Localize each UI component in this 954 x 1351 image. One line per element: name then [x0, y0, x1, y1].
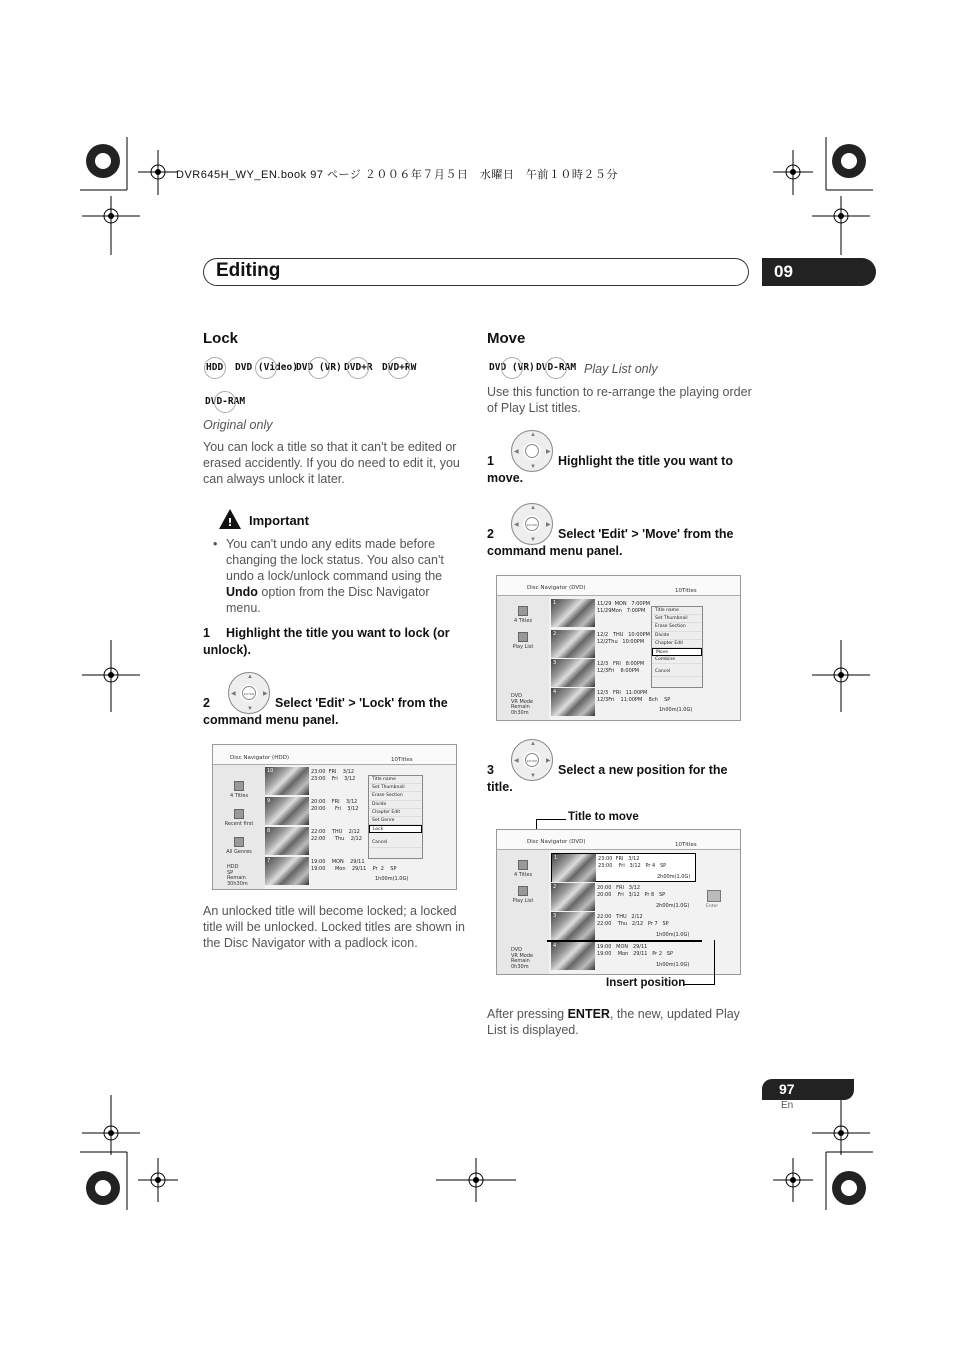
- command-menu: [368, 775, 423, 859]
- screen-count: 10Titles: [391, 757, 413, 763]
- genres-icon: [234, 837, 244, 847]
- titles-item[interactable]: 4 Titles: [213, 781, 265, 799]
- title-thumbnail: [552, 854, 596, 882]
- tag-dvd-ram: DVD-RAM: [205, 396, 245, 407]
- page-language: En: [781, 1100, 794, 1111]
- warning-icon: [218, 508, 242, 535]
- move-menu-screen: [496, 575, 741, 721]
- enter-label: Enter: [706, 904, 719, 909]
- command-menu: [651, 606, 703, 688]
- menu-item[interactable]: Erase Section: [652, 623, 702, 631]
- menu-item[interactable]: Combine: [652, 656, 702, 664]
- move-note: Play List only: [584, 362, 658, 376]
- screen-title: Disc Navigator (DVD): [527, 585, 586, 591]
- playlist-icon: [518, 886, 528, 896]
- title-thumbnail: [551, 688, 595, 716]
- lock-step1-number: 1: [203, 626, 210, 640]
- move-step1-number: 1: [487, 454, 494, 468]
- chapter-bar: [203, 258, 749, 286]
- titles-icon: [234, 781, 244, 791]
- tag-dvd-vr: DVD (VR): [296, 362, 342, 373]
- menu-item-cancel[interactable]: Cancel: [369, 839, 422, 847]
- title-thumbnail: [551, 599, 595, 627]
- title-thumbnail: [265, 827, 309, 855]
- title-row[interactable]: 10 23:00 FRI 3/12 23:00 Fri 3/12: [265, 767, 415, 796]
- page-number-tab: [762, 1079, 854, 1100]
- callout-insert-position: Insert position: [606, 977, 686, 989]
- chapter-number: 09: [762, 258, 876, 286]
- title-row[interactable]: 2 20:00 FRI 3/12 20:00 Fri 3/12 Pr 8 SP 2h00m(1.0G): [553, 884, 690, 909]
- enter-icon: [707, 890, 721, 902]
- chapter-title: Editing: [216, 260, 281, 281]
- lock-note: Original only: [203, 418, 273, 432]
- title-thumbnail: [551, 912, 595, 940]
- title-thumbnail: [551, 659, 595, 687]
- screen-topbar: [497, 830, 740, 850]
- title-row[interactable]: 4 19:00 MON 29/11 19:00 Mon 29/11 Pr 2 SP 1h00m(1.0G): [553, 943, 690, 968]
- callout-line: [536, 819, 566, 820]
- lock-intro: You can lock a title so that it can't be edited or erased accidently. If you do need to edit it, you can always unlock it later.: [203, 440, 460, 486]
- title-row[interactable]: 2 12/2 THU 10:00PM 12/2Thu 10:00PM: [551, 630, 701, 659]
- title-row[interactable]: 3 12/3 FRI 8:00PM 12/3Fri 8:00PM: [551, 659, 701, 688]
- lock-heading: Lock: [203, 330, 239, 347]
- title-thumbnail: [265, 857, 309, 885]
- tag-dvd-vr: DVD (VR): [489, 362, 535, 373]
- move-position-screen: [496, 829, 741, 975]
- move-intro: Use this function to re-arrange the playing order of Play List titles.: [487, 385, 752, 415]
- tag-dvd-plus-rw: DVD+RW: [382, 362, 416, 373]
- move-step2-number: 2: [487, 527, 494, 541]
- lock-step2-number: 2: [203, 696, 210, 710]
- title-thumbnail: [265, 797, 309, 825]
- recent-item[interactable]: Recent first: [213, 809, 265, 827]
- menu-item-cancel[interactable]: Cancel: [652, 668, 702, 676]
- playlist-item[interactable]: Play List: [497, 886, 549, 904]
- title-thumbnail: [551, 942, 595, 970]
- screen-title: Disc Navigator (HDD): [230, 755, 289, 761]
- title-row-selected[interactable]: 1 23:00 FRI 3/12 23:00 Fri 3/12 Pr 4 SP 2h00m(1.0G): [551, 853, 696, 882]
- menu-item[interactable]: Title name: [652, 607, 702, 615]
- title-thumbnail: [551, 883, 595, 911]
- menu-item[interactable]: Set Thumbnail: [369, 784, 422, 792]
- tag-dvd-ram: DVD-RAM: [536, 362, 576, 373]
- menu-item[interactable]: Set Genre: [369, 817, 422, 825]
- remote-enter-icon: ENTER ▲ ▼ ◀ ▶: [228, 672, 270, 714]
- screen-count: 10Titles: [675, 588, 697, 594]
- lock-step1: Highlight the title you want to lock (or unlock).: [203, 626, 450, 657]
- move-step3-number: 3: [487, 763, 494, 777]
- titles-icon: [518, 606, 528, 616]
- lock-disc-navigator-screen: [212, 744, 457, 890]
- remote-enter-icon: ENTER ▲ ▼ ◀ ▶: [511, 739, 553, 781]
- print-header: DVR645H_WY_EN.book 97 ページ ２００６年７月５日 水曜日 午前１０時２５分: [176, 169, 618, 181]
- screen-topbar: [497, 576, 740, 596]
- screen-sidebar: [497, 596, 549, 720]
- title-row[interactable]: 7 19:00 MON 29/11 19:00 Mon 29/11 Pr 2 SP 1h00m(1.0G): [265, 857, 415, 886]
- move-step1: Highlight the title you want to move.: [487, 454, 733, 485]
- tag-dvd-plus-r: DVD+R: [344, 362, 373, 373]
- important-text: You can't undo any edits made before changing the lock status. You also can't undo a lock/unlock command using the Undo option from the Disc Navigator menu.: [226, 537, 444, 615]
- playlist-item[interactable]: Play List: [497, 632, 549, 650]
- screen-title: Disc Navigator (DVD): [527, 839, 586, 845]
- titles-item[interactable]: 4 Titles: [497, 606, 549, 624]
- menu-item[interactable]: Erase Section: [369, 792, 422, 800]
- bullet-dot: •: [213, 537, 218, 551]
- menu-item[interactable]: Title name: [369, 776, 422, 784]
- screen-count: 10Titles: [675, 842, 697, 848]
- screen-sidebar: [213, 765, 265, 889]
- tag-dvd-video: DVD (Video): [235, 362, 298, 373]
- dvd-status: DVD VR Mode Remain 0h30m: [511, 693, 534, 716]
- move-outro: After pressing ENTER, the new, updated Play List is displayed.: [487, 1007, 740, 1037]
- lock-step2: Select 'Edit' > 'Lock' from the command menu panel.: [203, 696, 448, 727]
- title-row[interactable]: 3 22:00 THU 2/12 22:00 Thu 2/12 Pr 7 SP 1h00m(1.0G): [553, 913, 690, 938]
- titles-icon: [518, 860, 528, 870]
- menu-item[interactable]: Divide: [652, 632, 702, 640]
- move-step3: Select a new position for the title.: [487, 763, 728, 794]
- recent-icon: [234, 809, 244, 819]
- tag-hdd: HDD: [206, 362, 223, 373]
- genres-item[interactable]: All Genres: [213, 837, 265, 855]
- title-row[interactable]: 8 22:00 THU 2/12 22:00 Thu 2/12: [265, 827, 415, 856]
- important-label: Important: [249, 513, 309, 528]
- menu-item[interactable]: Divide: [369, 801, 422, 809]
- callout-line: [714, 940, 715, 984]
- move-step2: Select 'Edit' > 'Move' from the command menu panel.: [487, 527, 734, 558]
- title-row[interactable]: 9 20:00 FRI 3/12 20:00 Fri 3/12: [265, 797, 415, 826]
- title-row[interactable]: 1 11/29 MON 7:00PM 11/29Mon 7:00PM: [551, 599, 701, 628]
- titles-item[interactable]: 4 Titles: [497, 860, 549, 878]
- remote-enter-icon: ENTER ▲ ▼ ◀ ▶: [511, 503, 553, 545]
- remote-arrows-icon: ▲ ▼ ◀ ▶: [511, 430, 553, 472]
- menu-item[interactable]: Chapter Edit: [369, 809, 422, 817]
- screen-topbar: [213, 745, 456, 765]
- svg-text:!: !: [227, 516, 233, 529]
- hdd-status: HDD SP Remain 30h30m: [227, 864, 248, 887]
- playlist-icon: [518, 632, 528, 642]
- menu-item[interactable]: Set Thumbnail: [652, 615, 702, 623]
- lock-outro: An unlocked title will become locked; a locked title will be unlocked. Locked titles are shown in the Disc Navigator with a padlock icon.: [203, 904, 465, 950]
- callout-line: [684, 984, 715, 985]
- menu-item[interactable]: Chapter Edit: [652, 640, 702, 648]
- dvd-status: DVD VR Mode Remain 0h30m: [511, 947, 534, 970]
- title-thumbnail: [551, 630, 595, 658]
- callout-title-to-move: Title to move: [568, 811, 639, 823]
- page-number: 97: [779, 1081, 795, 1097]
- title-row[interactable]: 4 12/3 FRI 11:00PM 12/3Fri 11:00PM 8ch SP 1h00m(1.0G): [551, 688, 701, 717]
- menu-item-lock[interactable]: Lock: [369, 825, 422, 833]
- screen-sidebar: [497, 850, 549, 974]
- menu-item-move[interactable]: Move: [652, 648, 702, 656]
- move-heading: Move: [487, 330, 526, 347]
